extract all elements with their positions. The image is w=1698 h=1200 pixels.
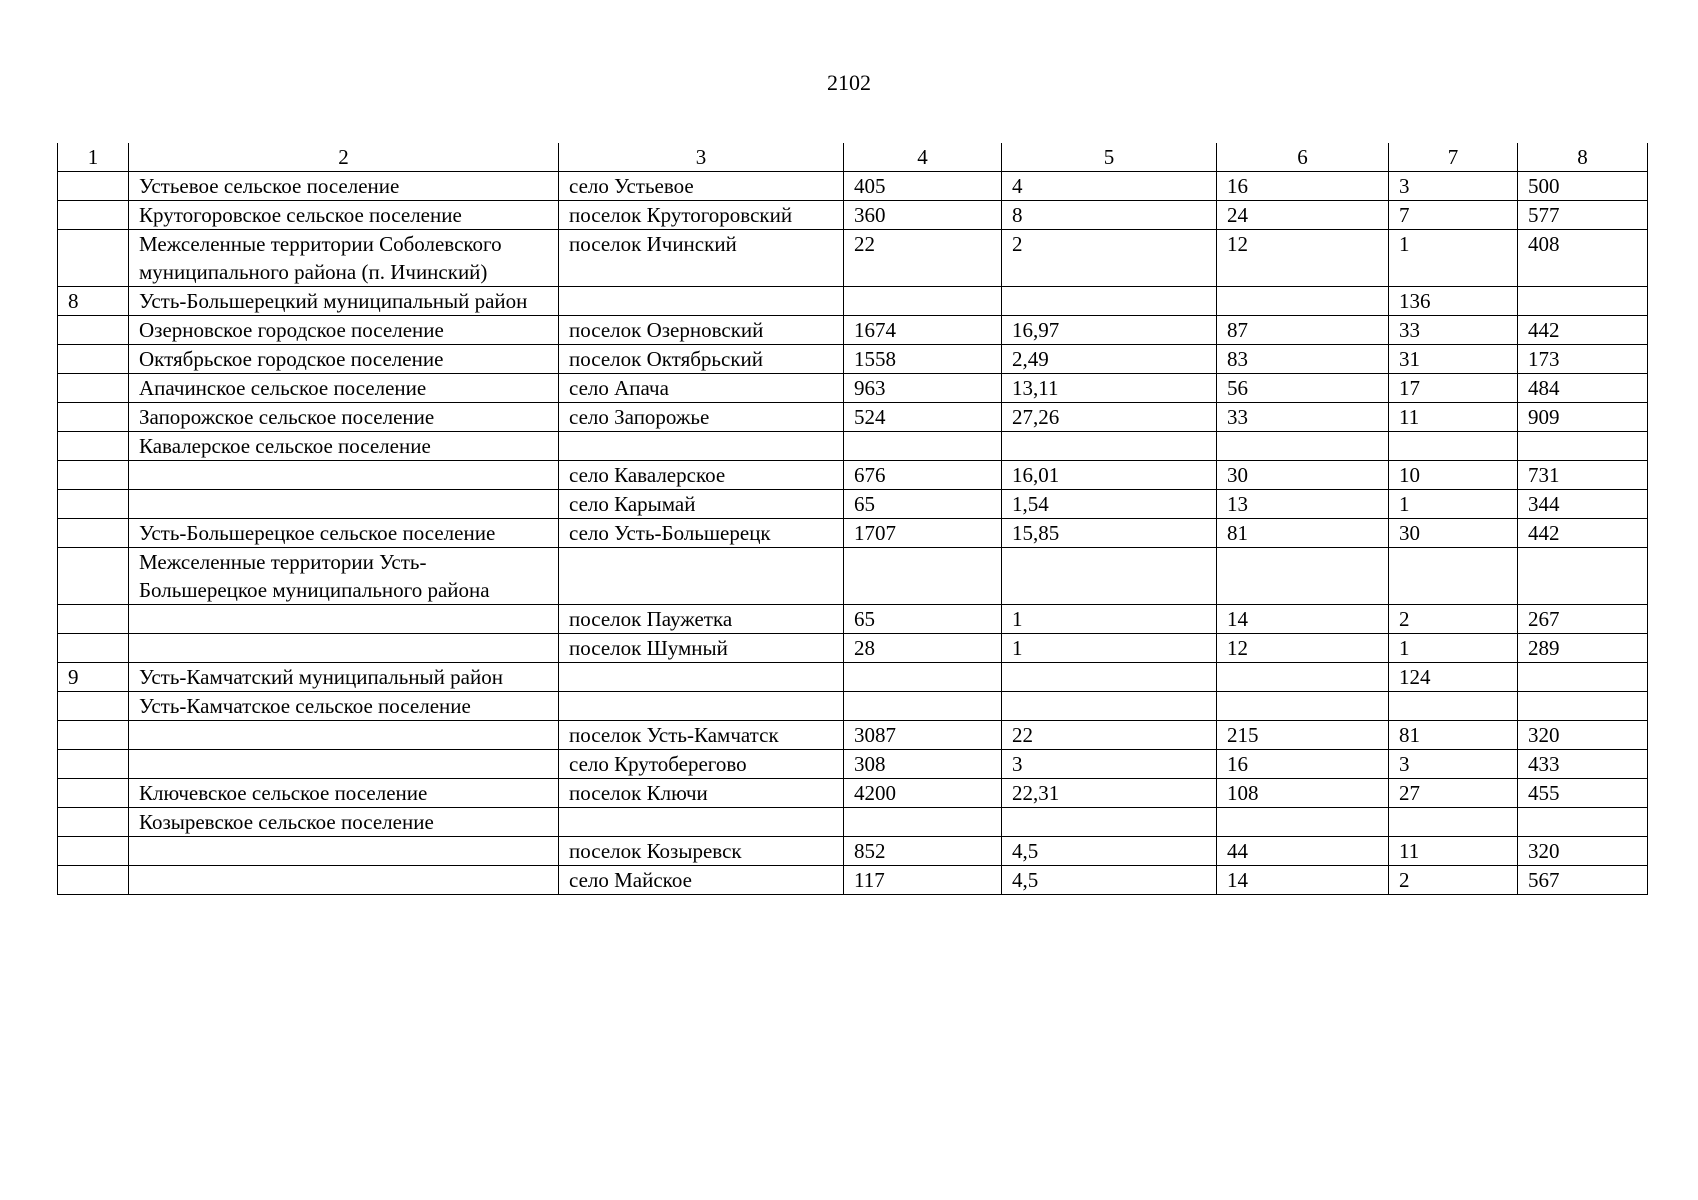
table-cell-col-8: 320 (1518, 721, 1648, 750)
table-cell-col-3: село Усть-Большерецк (559, 519, 844, 548)
table-cell-col-1 (58, 721, 129, 750)
table-cell-col-1 (58, 519, 129, 548)
table-cell-col-8: 320 (1518, 837, 1648, 866)
table-cell-col-1 (58, 808, 129, 837)
table-cell-col-2 (129, 490, 559, 519)
table-cell-col-8 (1518, 548, 1648, 605)
table-cell-col-1 (58, 866, 129, 895)
table-cell-col-5 (1002, 692, 1217, 721)
table-cell-col-1 (58, 432, 129, 461)
table-cell-col-2: Усть-Камчатское сельское поселение (129, 692, 559, 721)
table-cell-col-4 (844, 548, 1002, 605)
table-cell-col-6: 24 (1217, 201, 1389, 230)
table-cell-col-2: Ключевское сельское поселение (129, 779, 559, 808)
table-row (58, 663, 1648, 692)
table-cell-col-8: 484 (1518, 374, 1648, 403)
table-cell-col-7: 2 (1389, 605, 1518, 634)
data-table (57, 143, 1648, 895)
table-cell-col-6: 12 (1217, 230, 1389, 287)
table-cell-col-1 (58, 779, 129, 808)
table-header (58, 143, 1648, 172)
table-cell-col-4: 1707 (844, 519, 1002, 548)
table-cell-col-6: 87 (1217, 316, 1389, 345)
table-row (58, 750, 1648, 779)
table-row (58, 692, 1648, 721)
table-cell-col-5: 4,5 (1002, 837, 1217, 866)
table-cell-col-5 (1002, 548, 1217, 605)
table-cell-col-3: поселок Октябрьский (559, 345, 844, 374)
table-cell-col-3: поселок Усть-Камчатск (559, 721, 844, 750)
table-cell-col-8: 909 (1518, 403, 1648, 432)
table-cell-col-5: 16,01 (1002, 461, 1217, 490)
table-cell-col-1 (58, 230, 129, 287)
table-cell-col-7 (1389, 548, 1518, 605)
table-cell-col-2: Запорожское сельское поселение (129, 403, 559, 432)
table-row (58, 403, 1648, 432)
table-cell-col-5 (1002, 287, 1217, 316)
table-cell-col-3 (559, 287, 844, 316)
table-cell-col-4: 65 (844, 490, 1002, 519)
table-cell-col-2: Межселенные территории Усть-Большерецкое муниципального района (129, 548, 559, 605)
table-cell-col-3 (559, 548, 844, 605)
table-cell-col-2: Озерновское городское поселение (129, 316, 559, 345)
table-row (58, 808, 1648, 837)
table-cell-col-4 (844, 808, 1002, 837)
table-cell-col-2: Козыревское сельское поселение (129, 808, 559, 837)
column-header-5: 5 (1002, 143, 1217, 172)
table-cell-col-5: 13,11 (1002, 374, 1217, 403)
table-cell-col-3: поселок Крутогоровский (559, 201, 844, 230)
table-cell-col-1 (58, 490, 129, 519)
table-cell-col-8: 173 (1518, 345, 1648, 374)
table-row (58, 490, 1648, 519)
table-cell-col-2 (129, 634, 559, 663)
table-cell-col-5 (1002, 808, 1217, 837)
table-cell-col-8: 344 (1518, 490, 1648, 519)
column-header-7: 7 (1389, 143, 1518, 172)
table-cell-col-5: 4,5 (1002, 866, 1217, 895)
table-cell-col-6 (1217, 548, 1389, 605)
table-cell-col-6: 33 (1217, 403, 1389, 432)
table-cell-col-6: 16 (1217, 172, 1389, 201)
table-cell-col-6: 108 (1217, 779, 1389, 808)
table-cell-col-8: 731 (1518, 461, 1648, 490)
table-cell-col-5: 3 (1002, 750, 1217, 779)
table-cell-col-4: 65 (844, 605, 1002, 634)
table-cell-col-1 (58, 374, 129, 403)
table-cell-col-8: 500 (1518, 172, 1648, 201)
table-cell-col-3 (559, 808, 844, 837)
table-cell-col-1 (58, 634, 129, 663)
table-row (58, 605, 1648, 634)
table-cell-col-4 (844, 287, 1002, 316)
table-cell-col-8: 567 (1518, 866, 1648, 895)
table-cell-col-3: село Карымай (559, 490, 844, 519)
table-row (58, 172, 1648, 201)
table-cell-col-7: 11 (1389, 403, 1518, 432)
table-cell-col-6 (1217, 432, 1389, 461)
table-cell-col-4 (844, 692, 1002, 721)
table-cell-col-5: 4 (1002, 172, 1217, 201)
table-cell-col-6 (1217, 808, 1389, 837)
table-row (58, 721, 1648, 750)
table-cell-col-7: 136 (1389, 287, 1518, 316)
page-number: 2102 (827, 70, 871, 95)
table-cell-col-7: 10 (1389, 461, 1518, 490)
table-cell-col-7: 11 (1389, 837, 1518, 866)
table-cell-col-2 (129, 461, 559, 490)
column-header-4: 4 (844, 143, 1002, 172)
table-cell-col-7: 1 (1389, 230, 1518, 287)
table-cell-col-8: 289 (1518, 634, 1648, 663)
table-cell-col-2 (129, 721, 559, 750)
column-header-6: 6 (1217, 143, 1389, 172)
table-cell-col-7: 3 (1389, 750, 1518, 779)
table-cell-col-5: 1 (1002, 634, 1217, 663)
table-cell-col-6 (1217, 663, 1389, 692)
table-cell-col-8: 577 (1518, 201, 1648, 230)
table-cell-col-8 (1518, 432, 1648, 461)
table-cell-col-6: 215 (1217, 721, 1389, 750)
table-cell-col-2: Крутогоровское сельское поселение (129, 201, 559, 230)
column-header-1: 1 (58, 143, 129, 172)
table-cell-col-7 (1389, 808, 1518, 837)
table-row (58, 634, 1648, 663)
table-cell-col-2: Октябрьское городское поселение (129, 345, 559, 374)
table-cell-col-4 (844, 663, 1002, 692)
table-row (58, 461, 1648, 490)
table-cell-col-8 (1518, 808, 1648, 837)
table-cell-col-8 (1518, 692, 1648, 721)
table-cell-col-6 (1217, 692, 1389, 721)
table-cell-col-8: 267 (1518, 605, 1648, 634)
table-cell-col-3: село Кавалерское (559, 461, 844, 490)
table-cell-col-2 (129, 605, 559, 634)
table-row (58, 345, 1648, 374)
table-cell-col-2 (129, 837, 559, 866)
table-cell-col-2: Кавалерское сельское поселение (129, 432, 559, 461)
table-cell-col-3: поселок Ичинский (559, 230, 844, 287)
table-cell-col-6: 44 (1217, 837, 1389, 866)
table-cell-col-7: 124 (1389, 663, 1518, 692)
table-row (58, 230, 1648, 287)
table-cell-col-1: 9 (58, 663, 129, 692)
table-cell-col-4: 1558 (844, 345, 1002, 374)
table-cell-col-1 (58, 461, 129, 490)
column-header-3: 3 (559, 143, 844, 172)
table-cell-col-2: Межселенные территории Соболевского муниципального района (п. Ичинский) (129, 230, 559, 287)
table-cell-col-5: 22,31 (1002, 779, 1217, 808)
table-cell-col-2: Апачинское сельское поселение (129, 374, 559, 403)
table-cell-col-6: 14 (1217, 605, 1389, 634)
table-cell-col-5: 1 (1002, 605, 1217, 634)
table-cell-col-4 (844, 432, 1002, 461)
table-cell-col-1 (58, 316, 129, 345)
table-cell-col-6: 13 (1217, 490, 1389, 519)
table-cell-col-7: 27 (1389, 779, 1518, 808)
table-row (58, 316, 1648, 345)
table-cell-col-1 (58, 837, 129, 866)
table-cell-col-7: 33 (1389, 316, 1518, 345)
table-cell-col-8 (1518, 663, 1648, 692)
table-row (58, 201, 1648, 230)
table-cell-col-2 (129, 750, 559, 779)
table-cell-col-4: 28 (844, 634, 1002, 663)
table-cell-col-7: 1 (1389, 634, 1518, 663)
table-cell-col-1 (58, 201, 129, 230)
table-cell-col-1: 8 (58, 287, 129, 316)
table-cell-col-4: 676 (844, 461, 1002, 490)
table-cell-col-6: 30 (1217, 461, 1389, 490)
table-cell-col-8: 433 (1518, 750, 1648, 779)
table-cell-col-3: село Устьевое (559, 172, 844, 201)
table-cell-col-7 (1389, 432, 1518, 461)
table-cell-col-3: поселок Шумный (559, 634, 844, 663)
column-header-2: 2 (129, 143, 559, 172)
table-cell-col-3: село Крутоберегово (559, 750, 844, 779)
table-cell-col-5: 16,97 (1002, 316, 1217, 345)
table-cell-col-8: 408 (1518, 230, 1648, 287)
table-cell-col-8 (1518, 287, 1648, 316)
table-cell-col-6 (1217, 287, 1389, 316)
table-cell-col-4: 360 (844, 201, 1002, 230)
table-cell-col-4: 963 (844, 374, 1002, 403)
table-cell-col-4: 22 (844, 230, 1002, 287)
table-cell-col-1 (58, 172, 129, 201)
table-row (58, 432, 1648, 461)
table-row (58, 287, 1648, 316)
table-cell-col-6: 12 (1217, 634, 1389, 663)
table-cell-col-7: 7 (1389, 201, 1518, 230)
table-cell-col-2: Усть-Камчатский муниципальный район (129, 663, 559, 692)
table-cell-col-7 (1389, 692, 1518, 721)
table-cell-col-8: 442 (1518, 519, 1648, 548)
table-cell-col-3: село Запорожье (559, 403, 844, 432)
table-cell-col-3: поселок Озерновский (559, 316, 844, 345)
table-cell-col-6: 16 (1217, 750, 1389, 779)
table-cell-col-7: 30 (1389, 519, 1518, 548)
column-header-8: 8 (1518, 143, 1648, 172)
table-cell-col-3 (559, 432, 844, 461)
table-cell-col-7: 81 (1389, 721, 1518, 750)
table-cell-col-1 (58, 750, 129, 779)
table-row (58, 779, 1648, 808)
table-cell-col-6: 14 (1217, 866, 1389, 895)
table-cell-col-3 (559, 692, 844, 721)
table-cell-col-7: 3 (1389, 172, 1518, 201)
table-cell-col-8: 442 (1518, 316, 1648, 345)
table-cell-col-6: 81 (1217, 519, 1389, 548)
table-cell-col-4: 3087 (844, 721, 1002, 750)
table-cell-col-1 (58, 605, 129, 634)
table-cell-col-7: 2 (1389, 866, 1518, 895)
table-cell-col-5: 27,26 (1002, 403, 1217, 432)
table-cell-col-2 (129, 866, 559, 895)
table-cell-col-3: поселок Ключи (559, 779, 844, 808)
table-cell-col-3: село Майское (559, 866, 844, 895)
table-cell-col-7: 17 (1389, 374, 1518, 403)
table-cell-col-3: село Апача (559, 374, 844, 403)
table-cell-col-1 (58, 692, 129, 721)
table-cell-col-4: 405 (844, 172, 1002, 201)
table-cell-col-2: Усть-Большерецкий муниципальный район (129, 287, 559, 316)
table-cell-col-1 (58, 548, 129, 605)
table-cell-col-1 (58, 403, 129, 432)
table-row (58, 837, 1648, 866)
table-row (58, 866, 1648, 895)
table-cell-col-4: 4200 (844, 779, 1002, 808)
table-cell-col-7: 1 (1389, 490, 1518, 519)
table-cell-col-5: 2 (1002, 230, 1217, 287)
table-row (58, 519, 1648, 548)
table-cell-col-2: Устьевое сельское поселение (129, 172, 559, 201)
header-row (58, 143, 1648, 172)
table-cell-col-5: 22 (1002, 721, 1217, 750)
table-cell-col-3: поселок Паужетка (559, 605, 844, 634)
table-cell-col-3: поселок Козыревск (559, 837, 844, 866)
table-cell-col-4: 117 (844, 866, 1002, 895)
table-cell-col-2: Усть-Большерецкое сельское поселение (129, 519, 559, 548)
table-cell-col-4: 1674 (844, 316, 1002, 345)
table-cell-col-3 (559, 663, 844, 692)
table-cell-col-4: 524 (844, 403, 1002, 432)
table-cell-col-5: 15,85 (1002, 519, 1217, 548)
table-cell-col-5 (1002, 663, 1217, 692)
table-cell-col-5 (1002, 432, 1217, 461)
table-cell-col-4: 308 (844, 750, 1002, 779)
table-cell-col-5: 8 (1002, 201, 1217, 230)
table-cell-col-8: 455 (1518, 779, 1648, 808)
table-body (58, 172, 1648, 895)
table-cell-col-5: 1,54 (1002, 490, 1217, 519)
table-cell-col-7: 31 (1389, 345, 1518, 374)
table-cell-col-6: 56 (1217, 374, 1389, 403)
table-cell-col-6: 83 (1217, 345, 1389, 374)
table-row (58, 374, 1648, 403)
table-row (58, 548, 1648, 605)
table-cell-col-5: 2,49 (1002, 345, 1217, 374)
table-cell-col-1 (58, 345, 129, 374)
table-cell-col-4: 852 (844, 837, 1002, 866)
